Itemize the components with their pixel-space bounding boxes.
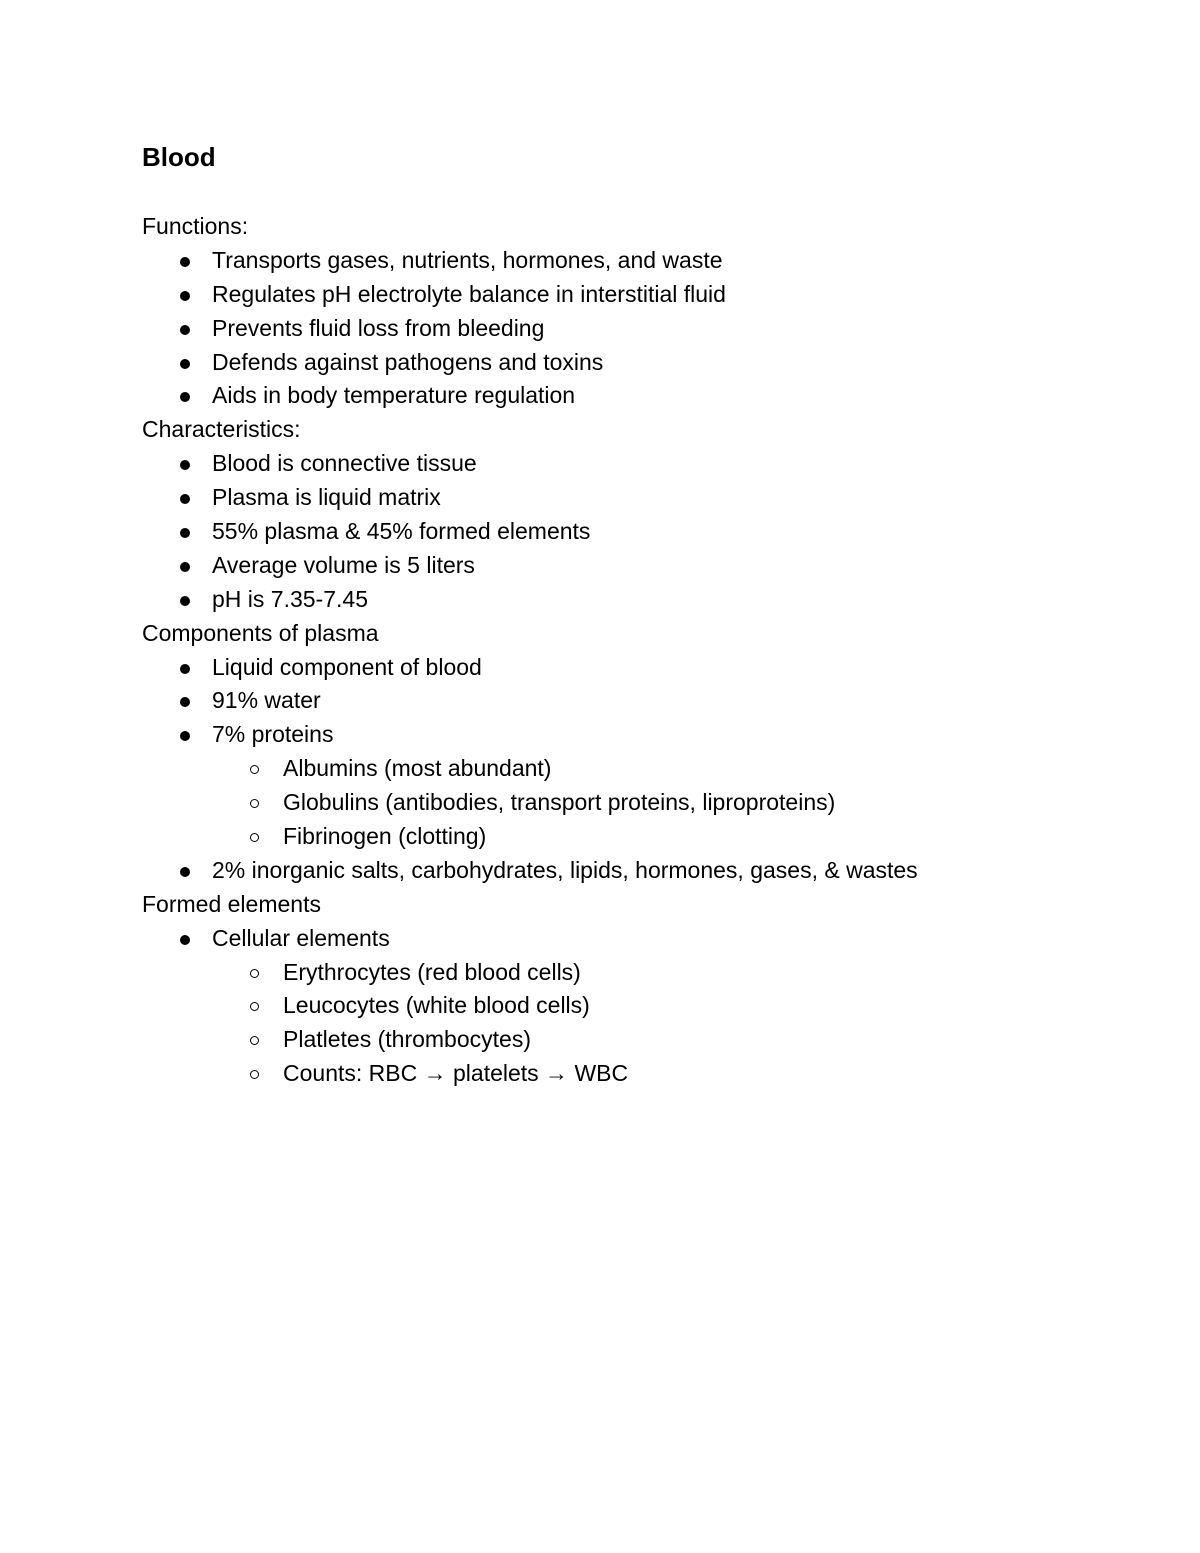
sub-bullet-item-text: Platletes (thrombocytes) xyxy=(283,1026,531,1053)
bullet-item xyxy=(142,346,1142,380)
filled-bullet-icon xyxy=(180,935,190,945)
sub-bullet-item xyxy=(142,1023,1142,1057)
sub-bullet-item-text: Erythrocytes (red blood cells) xyxy=(283,958,581,985)
filled-bullet-icon xyxy=(180,257,190,267)
filled-bullet-icon xyxy=(180,291,190,301)
sub-bullet-item-text: Globulins (antibodies, transport proteins, liproproteins) xyxy=(283,789,836,816)
sub-bullet-item xyxy=(142,1057,1142,1091)
bullet-item xyxy=(142,244,1142,278)
hollow-bullet-icon xyxy=(250,969,259,978)
bullet-item xyxy=(142,583,1142,617)
bullet-item xyxy=(142,447,1142,481)
filled-bullet-icon xyxy=(180,494,190,504)
sub-bullet-item-text: Counts: RBC → platelets → WBC xyxy=(283,1060,629,1087)
sub-bullet-item xyxy=(142,820,1142,854)
filled-bullet-icon xyxy=(180,697,190,707)
filled-bullet-icon xyxy=(180,359,190,369)
sub-bullet-item xyxy=(142,786,1142,820)
bullet-item-text: 2% inorganic salts, carbohydrates, lipids, hormones, gases, & wastes xyxy=(212,856,918,883)
hollow-bullet-icon xyxy=(250,765,259,774)
bullet-item xyxy=(142,379,1142,413)
bullet-item-text: Blood is connective tissue xyxy=(212,450,477,477)
bullet-item xyxy=(142,549,1142,583)
section-heading: Formed elements xyxy=(142,890,321,917)
sub-bullet-item xyxy=(142,752,1142,786)
bullet-item-text: 55% plasma & 45% formed elements xyxy=(212,518,591,545)
sub-bullet-item-text: Fibrinogen (clotting) xyxy=(283,823,487,850)
bullet-item-text: Transports gases, nutrients, hormones, and waste xyxy=(212,246,723,273)
section-heading: Functions: xyxy=(142,213,249,239)
bullet-item xyxy=(142,312,1142,346)
bullet-item-text: Cellular elements xyxy=(212,924,390,951)
filled-bullet-icon xyxy=(180,664,190,674)
bullet-item-text: pH is 7.35-7.45 xyxy=(212,585,368,612)
bullet-item-text: Prevents fluid loss from bleeding xyxy=(212,314,545,341)
hollow-bullet-icon xyxy=(250,799,259,808)
bullet-item xyxy=(142,718,1142,752)
bullet-item xyxy=(142,481,1142,515)
bullet-item-text: Plasma is liquid matrix xyxy=(212,484,441,511)
bullet-item-text: Defends against pathogens and toxins xyxy=(212,348,604,375)
hollow-bullet-icon xyxy=(250,1002,259,1011)
bullet-item xyxy=(142,684,1142,718)
bullet-item-text: Regulates pH electrolyte balance in interstitial fluid xyxy=(212,280,726,307)
filled-bullet-icon xyxy=(180,460,190,470)
page-title: Blood xyxy=(142,142,216,172)
bullet-item xyxy=(142,278,1142,312)
filled-bullet-icon xyxy=(180,392,190,402)
hollow-bullet-icon xyxy=(250,833,259,842)
sub-bullet-item-text: Leucocytes (white blood cells) xyxy=(283,992,590,1019)
sub-bullet-item xyxy=(142,956,1142,990)
bullet-item-text: 91% water xyxy=(212,687,321,714)
filled-bullet-icon xyxy=(180,731,190,741)
filled-bullet-icon xyxy=(180,596,190,606)
bullet-item xyxy=(142,854,1142,888)
section-heading: Components of plasma xyxy=(142,619,379,646)
filled-bullet-icon xyxy=(180,528,190,538)
hollow-bullet-icon xyxy=(250,1036,259,1045)
bullet-item-text: Liquid component of blood xyxy=(212,653,482,680)
sub-bullet-item-text: Albumins (most abundant) xyxy=(283,755,552,782)
bullet-item xyxy=(142,651,1142,685)
filled-bullet-icon xyxy=(180,562,190,572)
bullet-item xyxy=(142,922,1142,956)
filled-bullet-icon xyxy=(180,325,190,335)
bullet-item xyxy=(142,515,1142,549)
bullet-item-text: Average volume is 5 liters xyxy=(212,551,475,578)
bullet-item-text: Aids in body temperature regulation xyxy=(212,382,576,409)
filled-bullet-icon xyxy=(180,867,190,877)
document-body xyxy=(142,210,1142,1091)
sub-bullet-item xyxy=(142,989,1142,1023)
section-heading: Characteristics: xyxy=(142,416,301,443)
bullet-item-text: 7% proteins xyxy=(212,721,334,748)
hollow-bullet-icon xyxy=(250,1070,259,1079)
